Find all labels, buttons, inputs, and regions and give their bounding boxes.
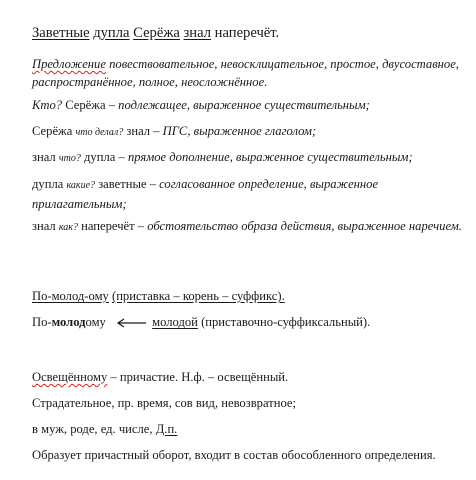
question: что? xyxy=(58,153,81,164)
participle-text-1: – причастие. Н.ф. – освещённый. xyxy=(110,370,289,384)
derivation-root: молод xyxy=(51,315,86,329)
word2: заветные xyxy=(98,177,147,191)
sentence-word-serezha: Серёжа xyxy=(133,25,180,41)
parse-row-predicate xyxy=(32,122,468,142)
left-arrow-icon xyxy=(115,318,147,328)
description: – подлежащее, выраженное существительным; xyxy=(108,98,370,112)
morpheme-analysis xyxy=(32,287,468,305)
word: Серёжа xyxy=(32,124,73,138)
participle-line-4 xyxy=(32,446,468,464)
word2: знал xyxy=(126,124,151,138)
sentence-word-zavetnye: Заветные xyxy=(32,25,90,41)
sentence-word-dupla: дупла xyxy=(93,25,130,41)
word: дупла xyxy=(32,177,64,191)
morph-scheme: (приставка – корень – суффикс). xyxy=(112,289,285,303)
participle-line-1 xyxy=(32,368,468,386)
analyzed-sentence xyxy=(32,24,468,42)
description: – прямое дополнение, выраженное существительным; xyxy=(118,150,413,164)
parse-row-subject xyxy=(32,96,468,114)
participle-line-3 xyxy=(32,420,468,438)
word: знал xyxy=(32,150,56,164)
sentence-word-naperechet: наперечёт. xyxy=(214,25,280,41)
question: какие? xyxy=(66,180,96,191)
derivation-source: молодой xyxy=(152,315,198,329)
derivation-suffix: ому xyxy=(85,315,106,329)
parse-row-adverbial xyxy=(32,217,468,237)
participle-word: Освещённому xyxy=(32,370,108,384)
description: – ПГС, выраженное глаголом; xyxy=(153,124,317,138)
participle-text-2: Страдательное, пр. время, сов вид, невозвратное; xyxy=(32,396,296,410)
derivation-method: (приставочно-суффиксальный). xyxy=(201,315,371,329)
participle-text-3: в муж, роде, ед. числе, xyxy=(32,422,153,436)
description: – согласованное определение, выраженное прилагательным; xyxy=(32,177,379,211)
word2: дупла xyxy=(84,150,116,164)
word: знал xyxy=(32,219,56,233)
derivation-prefix: По- xyxy=(32,315,52,329)
characteristic-label: Предложение xyxy=(32,57,106,71)
question: как? xyxy=(58,222,78,233)
participle-line-2 xyxy=(32,394,468,412)
word2: наперечёт xyxy=(81,219,135,233)
question: Кто? xyxy=(32,98,63,112)
participle-text-4: Образует причастный оборот, входит в состав обособленного определения. xyxy=(32,448,436,462)
parse-row-attribute xyxy=(32,175,468,213)
derivation-analysis xyxy=(32,313,468,331)
sentence-word-znal: знал xyxy=(183,25,212,41)
morph-word: По-молод-ому xyxy=(32,289,109,303)
word: Серёжа xyxy=(65,98,106,112)
sentence-characteristic xyxy=(32,55,468,91)
characteristic-text: повествовательное, невосклицательное, простое, двусоставное, распространённое, полное, неосложнённое. xyxy=(32,57,459,89)
question: что делал? xyxy=(75,127,124,138)
participle-case: Д.п. xyxy=(155,422,178,436)
parse-row-object xyxy=(32,148,468,168)
description: – обстоятельство образа действия, выраженное наречием. xyxy=(137,219,462,233)
